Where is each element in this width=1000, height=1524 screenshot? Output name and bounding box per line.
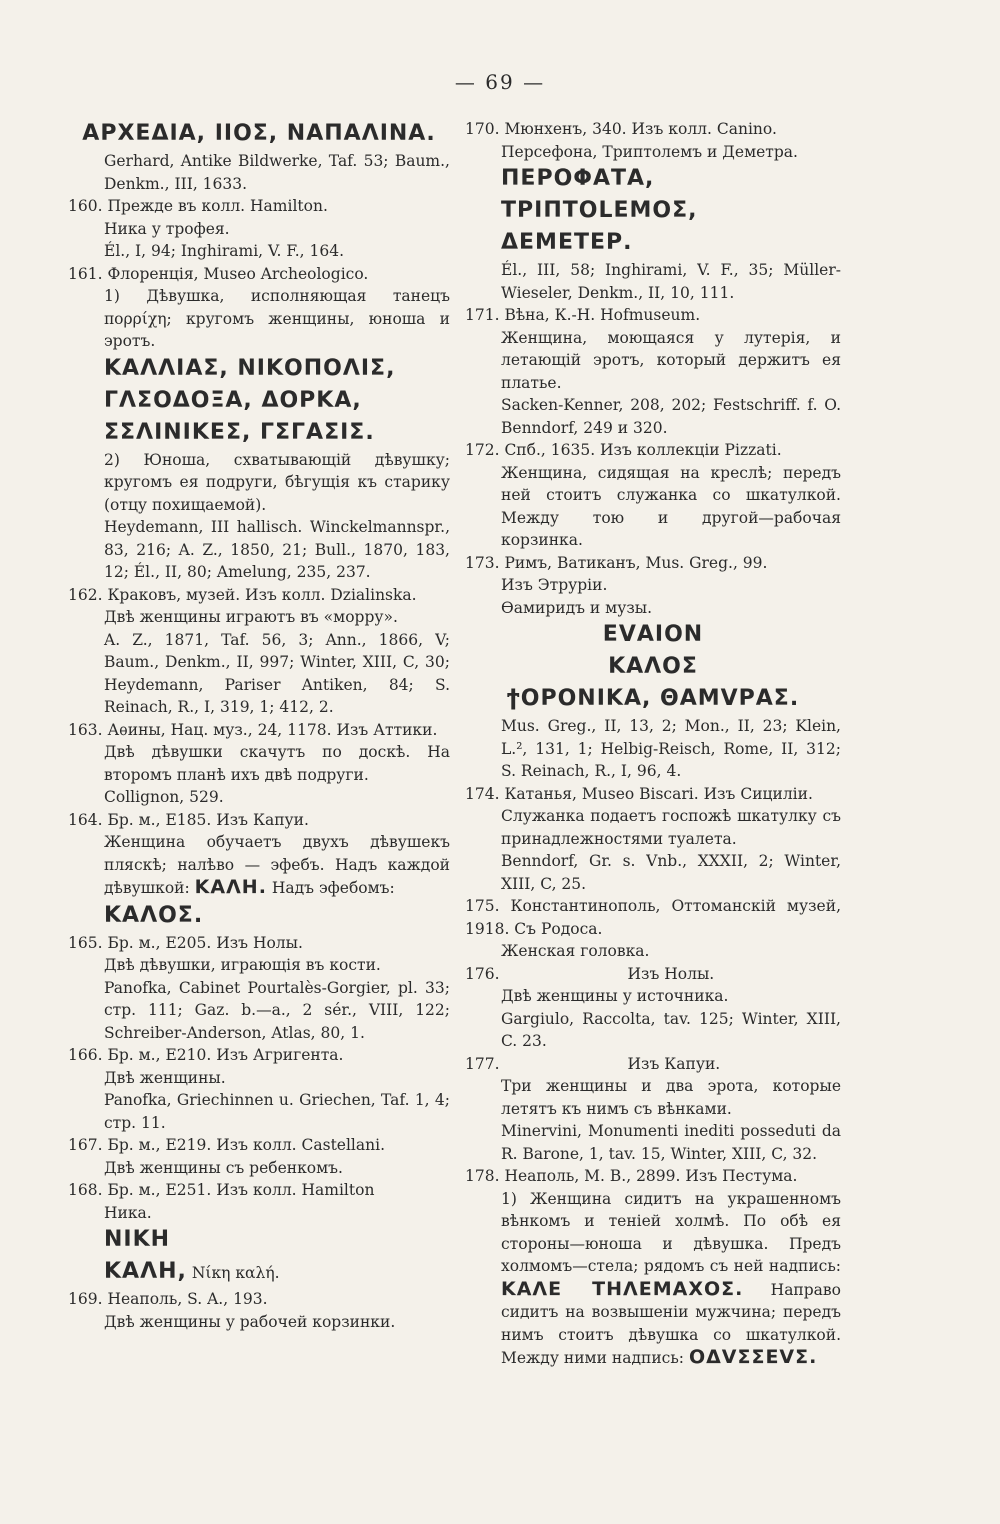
- entry-description: Ника у трофея.: [104, 219, 230, 238]
- greek-inscription: ΣΣΛΙΝΙΚΕΣ, ΓΣΓΑΣΙΣ.: [104, 419, 375, 445]
- entry-description: Двѣ дѣвушки скачутъ по доскѣ. На второмъ планѣ ихъ двѣ подруги.: [104, 743, 450, 784]
- reference: Benndorf, Gr. s. Vnb., XXXII, 2; Winter, XIII, C, 25.: [501, 852, 841, 893]
- reference: Él., I, 94; Inghirami, V. F., 164.: [104, 242, 345, 260]
- entry-description: Женская головка.: [501, 942, 650, 960]
- entry-place: Изъ Капуи.: [627, 1054, 721, 1073]
- greek-inscription: ϯΟΡΟΝΙΚΑ, ΘΑΜVΡΑΣ.: [506, 686, 800, 711]
- entry-heading: 170. Мюнхенъ, 340. Изъ колл. Canino.: [465, 120, 777, 138]
- reference: A. Z., 1871, Taf. 56, 3; Ann., 1866, V; Baum., Denkm., II, 997; Winter, XIII, C, 30; Heydemann, Pariser Antiken, 84; S. Reinach, R., I, 319, 1; 412, 2.: [104, 630, 450, 716]
- greek-inscription: ΚΑΛΛΙΑΣ, ΝΙΚΟΠΟΛΙΣ,: [104, 355, 396, 381]
- reference: Mus. Greg., II, 13, 2; Mon., II, 23; Klein, L.², 131, 1; Helbig-Reisch, Rome, II, 312; S. Reinach, R., I, 96, 4.: [501, 717, 841, 780]
- entry-description: Служанка подаетъ госпожѣ шкатулку съ принадлежностями туалета.: [501, 807, 841, 848]
- entry-description: 2) Юноша, схватывающій дѣвушку; кругомъ ея подруги, бѣгущія къ старику (отцу похищаемой).: [104, 450, 450, 514]
- reference: Collignon, 529.: [104, 788, 224, 806]
- entry-heading: 174. Катанья, Museo Biscari. Изъ Сициліи.: [465, 784, 813, 803]
- greek-inscription: ΚΑΛΟΣ: [608, 654, 698, 679]
- entry-description: Три женщины и два эрота, которые летятъ къ нимъ съ вѣнками.: [501, 1077, 841, 1118]
- entry-heading: 173. Римъ, Ватиканъ, Mus. Greg., 99.: [465, 553, 768, 572]
- entry-description: Женщина, сидящая на креслѣ; передъ ней стоитъ служанка со шкатулкой. Между тою и другой—рабочая корзинка.: [501, 463, 841, 549]
- entry-description: [465, 1188, 841, 1370]
- entry-description: Двѣ женщины.: [104, 1068, 226, 1087]
- entry-heading: 164. Бр. м., E185. Изъ Капуи.: [68, 810, 309, 829]
- greek-inscription: ΝΙΚΗ: [104, 1227, 171, 1252]
- entry-description: Ѳамиридъ и музы.: [501, 598, 653, 617]
- entry-heading: 178. Неаполь, М. В., 2899. Изъ Пестума.: [465, 1167, 798, 1185]
- entry-description: Двѣ женщины у источника.: [501, 987, 729, 1005]
- greek-inscription: ΔΕΜΕΤΕΡ.: [501, 230, 633, 255]
- reference: Panofka, Griechinnen u. Griechen, Taf. 1, 4; стр. 11.: [104, 1091, 450, 1132]
- left-column: [68, 118, 450, 1333]
- entry-description: Изъ Этруріи.: [501, 576, 608, 594]
- entry-description: Двѣ женщины играютъ въ «морру».: [104, 608, 398, 626]
- entry-heading: 175. Константинополь, Оттоманскій музей, 1918. Съ Родоса.: [465, 897, 841, 938]
- description-text: Надъ эфебомъ:: [271, 879, 395, 897]
- entry-description: Двѣ женщины съ ребенкомъ.: [104, 1158, 343, 1177]
- entry-heading: 161. Флоренція, Museo Archeologico.: [68, 264, 369, 283]
- greek-inscription: ΕVΑΙΟΝ: [602, 622, 704, 647]
- greek-inscription: ΚΑΛΗ.: [194, 876, 267, 898]
- greek-inscription: ΠΕΡΟΦΑΤΑ, ΤΡΙΠΤΟLΕΜΟΣ,: [501, 166, 698, 223]
- reference: Heydemann, III hallisch. Winckelmannspr., 83, 216; A. Z., 1850, 21; Bull., 1870, 183, 12; Él., II, 80; Amelung, 235, 237.: [104, 518, 450, 581]
- greek-inscription: ΓΛΣΟΔΟΞΑ, ΔΟΡΚΑ,: [104, 387, 362, 413]
- greek-inscription: ΚΑΛΕ ΤΗΛΕΜΑΧΟΣ.: [501, 1277, 744, 1300]
- entry-description: 1) Дѣвушка, исполняющая танецъ πορρίχη; кругомъ женщины, юноша и эротъ.: [104, 287, 450, 350]
- description-text: Женщина обучаетъ двухъ дѣвушекъ пляскѣ; налѣво — эфебъ. Надъ каждой дѣвушкой:: [104, 833, 450, 897]
- entry-heading: 169. Неаполь, S. A., 193.: [68, 1290, 268, 1308]
- reference: Minervini, Monumenti inediti posseduti da R. Barone, 1, tav. 15, Winter, XIII, C, 32.: [501, 1122, 841, 1163]
- entry-heading: 163. Аѳины, Нац. муз., 24, 1178. Изъ Аттики.: [68, 720, 438, 739]
- greek-text: Νίκη καλή.: [191, 1264, 280, 1282]
- entry-heading: 167. Бр. м., E219. Изъ колл. Castellani.: [68, 1136, 386, 1154]
- entry-description: [68, 831, 450, 900]
- reference: Él., III, 58; Inghirami, V. F., 35; Müller-Wieseler, Denkm., II, 10, 111.: [501, 261, 841, 302]
- reference: Gerhard, Antike Bildwerke, Taf. 53; Baum., Denkm., III, 1633.: [104, 152, 450, 193]
- entry-heading: 171. Вѣна, К.-Н. Hofmuseum.: [465, 306, 701, 324]
- entry-place: Изъ Нолы.: [627, 964, 715, 983]
- greek-inscription: ΚΑΛΟΣ.: [104, 902, 204, 928]
- entry-number: 176.: [465, 964, 500, 983]
- entry-heading: [465, 963, 841, 986]
- description-text: Направо сидитъ на возвышеніи мужчина; передъ нимъ стоитъ дѣвушка со шкатулкой. Между ними надпись:: [501, 1280, 841, 1367]
- entry-description: Женщина, моющаяся у лутерія, и летающій эротъ, который держитъ ея платье.: [501, 328, 841, 392]
- entry-heading: 168. Бр. м., E251. Изъ колл. Hamilton: [68, 1181, 375, 1199]
- greek-inscription: ΚΑΛΗ,: [104, 1259, 187, 1284]
- reference: Gargiulo, Raccolta, tav. 125; Winter, XIII, C. 23.: [501, 1009, 841, 1050]
- entry-description: Двѣ дѣвушки, играющія въ кости.: [104, 956, 381, 974]
- entry-heading: 172. Спб., 1635. Изъ коллекціи Pizzati.: [465, 441, 782, 459]
- entry-number: 177.: [465, 1054, 500, 1073]
- greek-inscription-line: [68, 1256, 450, 1288]
- entry-heading: 166. Бр. м., E210. Изъ Агригента.: [68, 1046, 344, 1064]
- greek-inscription: ΟΔVΣΣΕVΣ.: [688, 1346, 818, 1368]
- entry-description: Двѣ женщины у рабочей корзинки.: [104, 1312, 396, 1331]
- right-column: [465, 118, 841, 1370]
- description-text: 1) Женщина сидитъ на украшенномъ вѣнкомъ и тенiей холмѣ. По обѣ ея стороны—юноша и дѣвушка. Предъ холмомъ—стела; рядомъ съ ней надпись:: [501, 1189, 841, 1275]
- entry-description: Ника.: [104, 1203, 152, 1222]
- entry-heading: 165. Бр. м., E205. Изъ Нолы.: [68, 933, 303, 952]
- page-number: — 69 —: [454, 70, 546, 94]
- reference: Panofka, Cabinet Pourtalès-Gorgier, pl. 33; стр. 111; Gaz. b.—a., 2 sér., VIII, 122; Schreiber-Anderson, Atlas, 80, 1.: [104, 978, 450, 1042]
- entry-heading: 162. Краковъ, музей. Изъ колл. Dzialinska.: [68, 585, 417, 604]
- entry-heading: [465, 1053, 841, 1076]
- reference: Sacken-Kenner, 208, 202; Festschriff. f. O. Benndorf, 249 и 320.: [501, 396, 841, 437]
- greek-inscription: ΑΡΧΕΔΙΑ, ΙΙΟΣ, ΝΑΠΑΛΙΝΑ.: [82, 121, 436, 146]
- entry-heading: 160. Прежде въ колл. Hamilton.: [68, 197, 328, 215]
- entry-description: Персефона, Триптолемъ и Деметра.: [501, 142, 798, 161]
